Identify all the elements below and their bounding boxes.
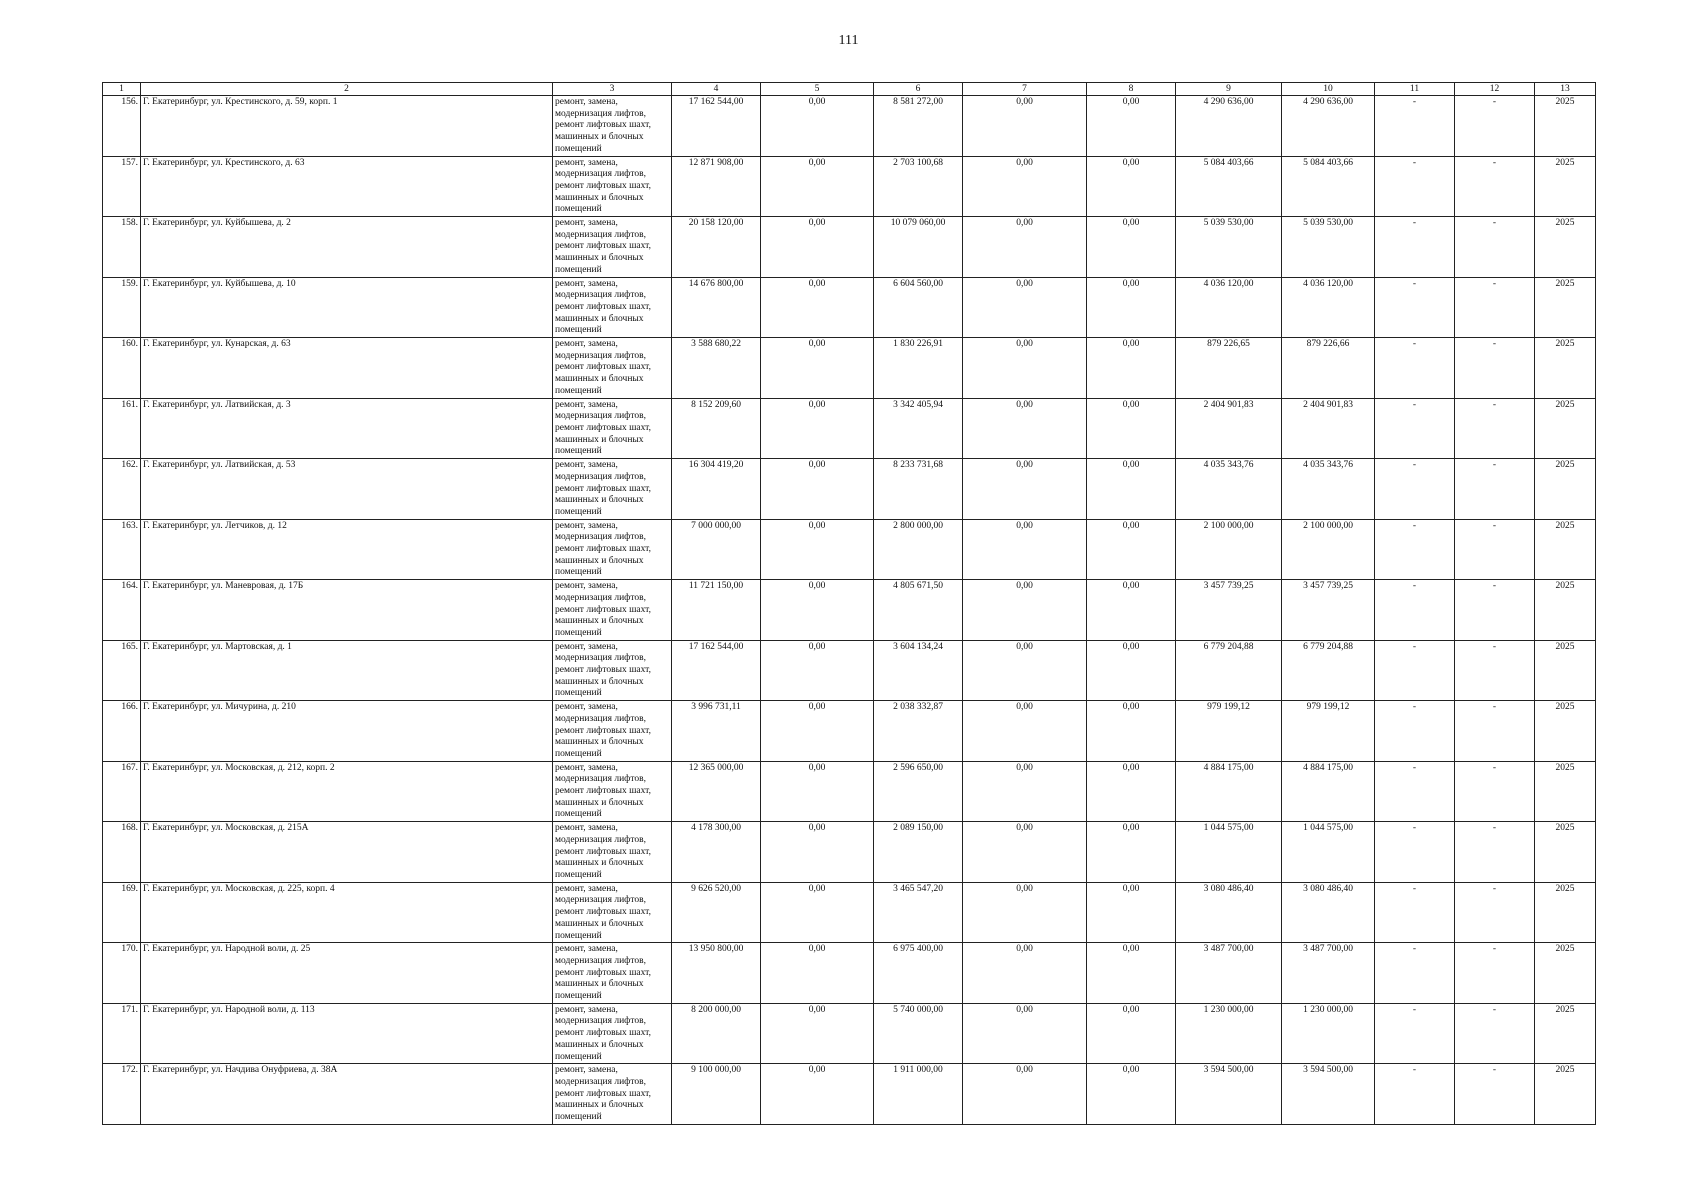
repair-schedule-table [102, 82, 1596, 1125]
col9-cell: 879 226,65 [1176, 338, 1282, 399]
work-description: ремонт, замена, модернизация лифтов, ремонт лифтовых шахт, машинных и блочных помещений [555, 641, 651, 699]
col9-cell: 4 290 636,00 [1176, 96, 1282, 157]
year-cell: 2025 [1535, 761, 1596, 822]
col9-cell: 3 457 739,25 [1176, 580, 1282, 641]
work-type-cell [553, 943, 672, 1004]
col10-cell: 3 594 500,00 [1282, 1064, 1375, 1125]
column-header-1: 1 [103, 83, 141, 96]
address-cell: Г. Екатеринбург, ул. Латвийская, д. 53 [141, 459, 553, 520]
col9-cell: 5 084 403,66 [1176, 156, 1282, 217]
col8-cell: 0,00 [1087, 701, 1176, 762]
col6-cell: 8 233 731,68 [874, 459, 963, 520]
col12-cell: - [1455, 96, 1535, 157]
table-row [103, 640, 1596, 701]
col9-cell: 3 594 500,00 [1176, 1064, 1282, 1125]
work-type-cell [553, 96, 672, 157]
table-row [103, 1003, 1596, 1064]
col4-cell: 12 871 908,00 [672, 156, 761, 217]
col11-cell: - [1375, 640, 1455, 701]
col7-cell: 0,00 [963, 761, 1087, 822]
col7-cell: 0,00 [963, 519, 1087, 580]
row-number: 160. [103, 338, 141, 399]
work-type-cell [553, 640, 672, 701]
table-row [103, 338, 1596, 399]
work-description: ремонт, замена, модернизация лифтов, ремонт лифтовых шахт, машинных и блочных помещений [555, 944, 651, 1002]
year-cell: 2025 [1535, 1064, 1596, 1125]
work-type-cell [553, 701, 672, 762]
col10-cell: 5 039 530,00 [1282, 217, 1375, 278]
year-cell: 2025 [1535, 519, 1596, 580]
col6-cell: 2 596 650,00 [874, 761, 963, 822]
col5-cell: 0,00 [761, 822, 874, 883]
work-type-cell [553, 822, 672, 883]
work-description: ремонт, замена, модернизация лифтов, ремонт лифтовых шахт, машинных и блочных помещений [555, 399, 651, 457]
col4-cell: 8 200 000,00 [672, 1003, 761, 1064]
year-cell: 2025 [1535, 156, 1596, 217]
col9-cell: 4 036 120,00 [1176, 277, 1282, 338]
col7-cell: 0,00 [963, 1064, 1087, 1125]
row-number: 170. [103, 943, 141, 1004]
col6-cell: 2 800 000,00 [874, 519, 963, 580]
col4-cell: 4 178 300,00 [672, 822, 761, 883]
col11-cell: - [1375, 459, 1455, 520]
year-cell: 2025 [1535, 217, 1596, 278]
address-cell: Г. Екатеринбург, ул. Мартовская, д. 1 [141, 640, 553, 701]
col9-cell: 979 199,12 [1176, 701, 1282, 762]
col8-cell: 0,00 [1087, 338, 1176, 399]
page-number: 111 [838, 33, 859, 48]
year-cell: 2025 [1535, 580, 1596, 641]
col10-cell: 4 035 343,76 [1282, 459, 1375, 520]
column-header-8: 8 [1087, 83, 1176, 96]
col4-cell: 14 676 800,00 [672, 277, 761, 338]
address-cell: Г. Екатеринбург, ул. Народной воли, д. 25 [141, 943, 553, 1004]
col7-cell: 0,00 [963, 580, 1087, 641]
column-header-7: 7 [963, 83, 1087, 96]
col10-cell: 4 290 636,00 [1282, 96, 1375, 157]
col5-cell: 0,00 [761, 156, 874, 217]
work-type-cell [553, 277, 672, 338]
table-row [103, 96, 1596, 157]
address-cell: Г. Екатеринбург, ул. Московская, д. 225, корп. 4 [141, 882, 553, 943]
col10-cell: 2 100 000,00 [1282, 519, 1375, 580]
table-row [103, 459, 1596, 520]
address-cell: Г. Екатеринбург, ул. Крестинского, д. 59, корп. 1 [141, 96, 553, 157]
column-header-row [103, 83, 1596, 96]
row-number: 163. [103, 519, 141, 580]
column-header-10: 10 [1282, 83, 1375, 96]
address-cell: Г. Екатеринбург, ул. Летчиков, д. 12 [141, 519, 553, 580]
column-header-12: 12 [1455, 83, 1535, 96]
col12-cell: - [1455, 277, 1535, 338]
address-cell: Г. Екатеринбург, ул. Кунарская, д. 63 [141, 338, 553, 399]
col11-cell: - [1375, 761, 1455, 822]
col7-cell: 0,00 [963, 156, 1087, 217]
table-row [103, 277, 1596, 338]
col11-cell: - [1375, 580, 1455, 641]
work-description: ремонт, замена, модернизация лифтов, ремонт лифтовых шахт, машинных и блочных помещений [555, 520, 651, 578]
table-body [103, 96, 1596, 1125]
col7-cell: 0,00 [963, 96, 1087, 157]
work-description: ремонт, замена, модернизация лифтов, ремонт лифтовых шахт, машинных и блочных помещений [555, 218, 651, 275]
col12-cell: - [1455, 519, 1535, 580]
col7-cell: 0,00 [963, 398, 1087, 459]
col6-cell: 2 089 150,00 [874, 822, 963, 883]
col10-cell: 5 084 403,66 [1282, 156, 1375, 217]
col5-cell: 0,00 [761, 519, 874, 580]
col11-cell: - [1375, 1003, 1455, 1064]
address-cell: Г. Екатеринбург, ул. Народной воли, д. 113 [141, 1003, 553, 1064]
col12-cell: - [1455, 701, 1535, 762]
col9-cell: 3 080 486,40 [1176, 882, 1282, 943]
col5-cell: 0,00 [761, 277, 874, 338]
col5-cell: 0,00 [761, 640, 874, 701]
row-number: 156. [103, 96, 141, 157]
col12-cell: - [1455, 822, 1535, 883]
col7-cell: 0,00 [963, 882, 1087, 943]
row-number: 166. [103, 701, 141, 762]
table-row [103, 1064, 1596, 1125]
col8-cell: 0,00 [1087, 519, 1176, 580]
col12-cell: - [1455, 338, 1535, 399]
work-type-cell [553, 1003, 672, 1064]
col6-cell: 6 975 400,00 [874, 943, 963, 1004]
work-description: ремонт, замена, модернизация лифтов, ремонт лифтовых шахт, машинных и блочных помещений [555, 278, 651, 336]
col7-cell: 0,00 [963, 640, 1087, 701]
year-cell: 2025 [1535, 943, 1596, 1004]
col6-cell: 1 830 226,91 [874, 338, 963, 399]
col4-cell: 11 721 150,00 [672, 580, 761, 641]
col7-cell: 0,00 [963, 822, 1087, 883]
col8-cell: 0,00 [1087, 96, 1176, 157]
col11-cell: - [1375, 1064, 1455, 1125]
col8-cell: 0,00 [1087, 882, 1176, 943]
col8-cell: 0,00 [1087, 1003, 1176, 1064]
row-number: 164. [103, 580, 141, 641]
col10-cell: 979 199,12 [1282, 701, 1375, 762]
year-cell: 2025 [1535, 882, 1596, 943]
col6-cell: 3 604 134,24 [874, 640, 963, 701]
col10-cell: 2 404 901,83 [1282, 398, 1375, 459]
table-row [103, 943, 1596, 1004]
col5-cell: 0,00 [761, 1064, 874, 1125]
col11-cell: - [1375, 96, 1455, 157]
col7-cell: 0,00 [963, 943, 1087, 1004]
row-number: 161. [103, 398, 141, 459]
col8-cell: 0,00 [1087, 277, 1176, 338]
col4-cell: 3 996 731,11 [672, 701, 761, 762]
work-type-cell [553, 882, 672, 943]
year-cell: 2025 [1535, 640, 1596, 701]
col10-cell: 4 036 120,00 [1282, 277, 1375, 338]
column-header-6: 6 [874, 83, 963, 96]
col6-cell: 5 740 000,00 [874, 1003, 963, 1064]
address-cell: Г. Екатеринбург, ул. Московская, д. 215А [141, 822, 553, 883]
col6-cell: 3 465 547,20 [874, 882, 963, 943]
col11-cell: - [1375, 701, 1455, 762]
table-row [103, 761, 1596, 822]
col6-cell: 1 911 000,00 [874, 1064, 963, 1125]
work-description: ремонт, замена, модернизация лифтов, ремонт лифтовых шахт, машинных и блочных помещений [555, 460, 651, 517]
col12-cell: - [1455, 459, 1535, 520]
year-cell: 2025 [1535, 459, 1596, 520]
work-description: ремонт, замена, модернизация лифтов, ремонт лифтовых шахт, машинных и блочных помещений [555, 157, 651, 215]
col5-cell: 0,00 [761, 217, 874, 278]
work-type-cell [553, 459, 672, 520]
address-cell: Г. Екатеринбург, ул. Мичурина, д. 210 [141, 701, 553, 762]
table-row [103, 882, 1596, 943]
col5-cell: 0,00 [761, 1003, 874, 1064]
col12-cell: - [1455, 1064, 1535, 1125]
year-cell: 2025 [1535, 701, 1596, 762]
year-cell: 2025 [1535, 822, 1596, 883]
work-description: ремонт, замена, модернизация лифтов, ремонт лифтовых шахт, машинных и блочных помещений [555, 581, 651, 638]
address-cell: Г. Екатеринбург, ул. Московская, д. 212, корп. 2 [141, 761, 553, 822]
col5-cell: 0,00 [761, 96, 874, 157]
col8-cell: 0,00 [1087, 1064, 1176, 1125]
col4-cell: 13 950 800,00 [672, 943, 761, 1004]
col4-cell: 9 626 520,00 [672, 882, 761, 943]
col4-cell: 17 162 544,00 [672, 96, 761, 157]
col9-cell: 2 404 901,83 [1176, 398, 1282, 459]
col10-cell: 1 044 575,00 [1282, 822, 1375, 883]
col6-cell: 2 038 332,87 [874, 701, 963, 762]
col11-cell: - [1375, 943, 1455, 1004]
work-type-cell [553, 156, 672, 217]
table-row [103, 398, 1596, 459]
row-number: 159. [103, 277, 141, 338]
col4-cell: 20 158 120,00 [672, 217, 761, 278]
col11-cell: - [1375, 217, 1455, 278]
work-description: ремонт, замена, модернизация лифтов, ремонт лифтовых шахт, машинных и блочных помещений [555, 1065, 651, 1123]
col5-cell: 0,00 [761, 943, 874, 1004]
col11-cell: - [1375, 398, 1455, 459]
row-number: 168. [103, 822, 141, 883]
col6-cell: 6 604 560,00 [874, 277, 963, 338]
col5-cell: 0,00 [761, 882, 874, 943]
table-row [103, 580, 1596, 641]
col7-cell: 0,00 [963, 459, 1087, 520]
work-description: ремонт, замена, модернизация лифтов, ремонт лифтовых шахт, машинных и блочных помещений [555, 762, 651, 820]
work-description: ремонт, замена, модернизация лифтов, ремонт лифтовых шахт, машинных и блочных помещений [555, 702, 651, 759]
table-row [103, 822, 1596, 883]
col12-cell: - [1455, 943, 1535, 1004]
col9-cell: 4 035 343,76 [1176, 459, 1282, 520]
col4-cell: 12 365 000,00 [672, 761, 761, 822]
col9-cell: 1 044 575,00 [1176, 822, 1282, 883]
year-cell: 2025 [1535, 1003, 1596, 1064]
year-cell: 2025 [1535, 277, 1596, 338]
column-header-3: 3 [553, 83, 672, 96]
column-header-13: 13 [1535, 83, 1596, 96]
column-header-11: 11 [1375, 83, 1455, 96]
col10-cell: 3 080 486,40 [1282, 882, 1375, 943]
col8-cell: 0,00 [1087, 822, 1176, 883]
row-number: 171. [103, 1003, 141, 1064]
column-header-9: 9 [1176, 83, 1282, 96]
col9-cell: 2 100 000,00 [1176, 519, 1282, 580]
col11-cell: - [1375, 822, 1455, 883]
address-cell: Г. Екатеринбург, ул. Латвийская, д. 3 [141, 398, 553, 459]
work-type-cell [553, 580, 672, 641]
col8-cell: 0,00 [1087, 217, 1176, 278]
col9-cell: 1 230 000,00 [1176, 1003, 1282, 1064]
col7-cell: 0,00 [963, 338, 1087, 399]
col5-cell: 0,00 [761, 761, 874, 822]
col12-cell: - [1455, 580, 1535, 641]
work-description: ремонт, замена, модернизация лифтов, ремонт лифтовых шахт, машинных и блочных помещений [555, 339, 651, 396]
col10-cell: 6 779 204,88 [1282, 640, 1375, 701]
address-cell: Г. Екатеринбург, ул. Куйбышева, д. 10 [141, 277, 553, 338]
col10-cell: 3 457 739,25 [1282, 580, 1375, 641]
work-description: ремонт, замена, модернизация лифтов, ремонт лифтовых шахт, машинных и блочных помещений [555, 97, 651, 154]
table-row [103, 701, 1596, 762]
col9-cell: 3 487 700,00 [1176, 943, 1282, 1004]
year-cell: 2025 [1535, 398, 1596, 459]
col5-cell: 0,00 [761, 580, 874, 641]
work-type-cell [553, 398, 672, 459]
col7-cell: 0,00 [963, 217, 1087, 278]
row-number: 169. [103, 882, 141, 943]
col7-cell: 0,00 [963, 277, 1087, 338]
col4-cell: 7 000 000,00 [672, 519, 761, 580]
col4-cell: 9 100 000,00 [672, 1064, 761, 1125]
col6-cell: 8 581 272,00 [874, 96, 963, 157]
work-type-cell [553, 217, 672, 278]
col5-cell: 0,00 [761, 338, 874, 399]
col12-cell: - [1455, 761, 1535, 822]
col6-cell: 4 805 671,50 [874, 580, 963, 641]
year-cell: 2025 [1535, 96, 1596, 157]
col11-cell: - [1375, 882, 1455, 943]
work-description: ремонт, замена, модернизация лифтов, ремонт лифтовых шахт, машинных и блочных помещений [555, 823, 651, 880]
col12-cell: - [1455, 398, 1535, 459]
col8-cell: 0,00 [1087, 156, 1176, 217]
work-type-cell [553, 338, 672, 399]
col8-cell: 0,00 [1087, 943, 1176, 1004]
work-type-cell [553, 1064, 672, 1125]
column-header-2: 2 [141, 83, 553, 96]
col12-cell: - [1455, 156, 1535, 217]
col4-cell: 16 304 419,20 [672, 459, 761, 520]
work-type-cell [553, 519, 672, 580]
row-number: 167. [103, 761, 141, 822]
col7-cell: 0,00 [963, 701, 1087, 762]
col8-cell: 0,00 [1087, 459, 1176, 520]
col5-cell: 0,00 [761, 701, 874, 762]
year-cell: 2025 [1535, 338, 1596, 399]
col6-cell: 10 079 060,00 [874, 217, 963, 278]
col11-cell: - [1375, 156, 1455, 217]
work-description: ремонт, замена, модернизация лифтов, ремонт лифтовых шахт, машинных и блочных помещений [555, 883, 651, 941]
col8-cell: 0,00 [1087, 640, 1176, 701]
work-description: ремонт, замена, модернизация лифтов, ремонт лифтовых шахт, машинных и блочных помещений [555, 1004, 651, 1062]
col6-cell: 2 703 100,68 [874, 156, 963, 217]
table-row [103, 217, 1596, 278]
row-number: 157. [103, 156, 141, 217]
row-number: 165. [103, 640, 141, 701]
address-cell: Г. Екатеринбург, ул. Куйбышева, д. 2 [141, 217, 553, 278]
table-row [103, 156, 1596, 217]
column-header-4: 4 [672, 83, 761, 96]
column-header-5: 5 [761, 83, 874, 96]
col10-cell: 4 884 175,00 [1282, 761, 1375, 822]
address-cell: Г. Екатеринбург, ул. Начдива Онуфриева, д. 38А [141, 1064, 553, 1125]
col5-cell: 0,00 [761, 459, 874, 520]
address-cell: Г. Екатеринбург, ул. Маневровая, д. 17Б [141, 580, 553, 641]
col4-cell: 17 162 544,00 [672, 640, 761, 701]
col8-cell: 0,00 [1087, 580, 1176, 641]
col7-cell: 0,00 [963, 1003, 1087, 1064]
col9-cell: 6 779 204,88 [1176, 640, 1282, 701]
col5-cell: 0,00 [761, 398, 874, 459]
table-row [103, 519, 1596, 580]
col4-cell: 3 588 680,22 [672, 338, 761, 399]
col6-cell: 3 342 405,94 [874, 398, 963, 459]
col8-cell: 0,00 [1087, 398, 1176, 459]
row-number: 172. [103, 1064, 141, 1125]
col9-cell: 5 039 530,00 [1176, 217, 1282, 278]
col12-cell: - [1455, 1003, 1535, 1064]
col9-cell: 4 884 175,00 [1176, 761, 1282, 822]
col12-cell: - [1455, 882, 1535, 943]
col10-cell: 3 487 700,00 [1282, 943, 1375, 1004]
col4-cell: 8 152 209,60 [672, 398, 761, 459]
col11-cell: - [1375, 338, 1455, 399]
row-number: 158. [103, 217, 141, 278]
work-type-cell [553, 761, 672, 822]
col12-cell: - [1455, 217, 1535, 278]
col12-cell: - [1455, 640, 1535, 701]
col11-cell: - [1375, 519, 1455, 580]
col8-cell: 0,00 [1087, 761, 1176, 822]
col10-cell: 1 230 000,00 [1282, 1003, 1375, 1064]
row-number: 162. [103, 459, 141, 520]
col11-cell: - [1375, 277, 1455, 338]
col10-cell: 879 226,66 [1282, 338, 1375, 399]
address-cell: Г. Екатеринбург, ул. Крестинского, д. 63 [141, 156, 553, 217]
